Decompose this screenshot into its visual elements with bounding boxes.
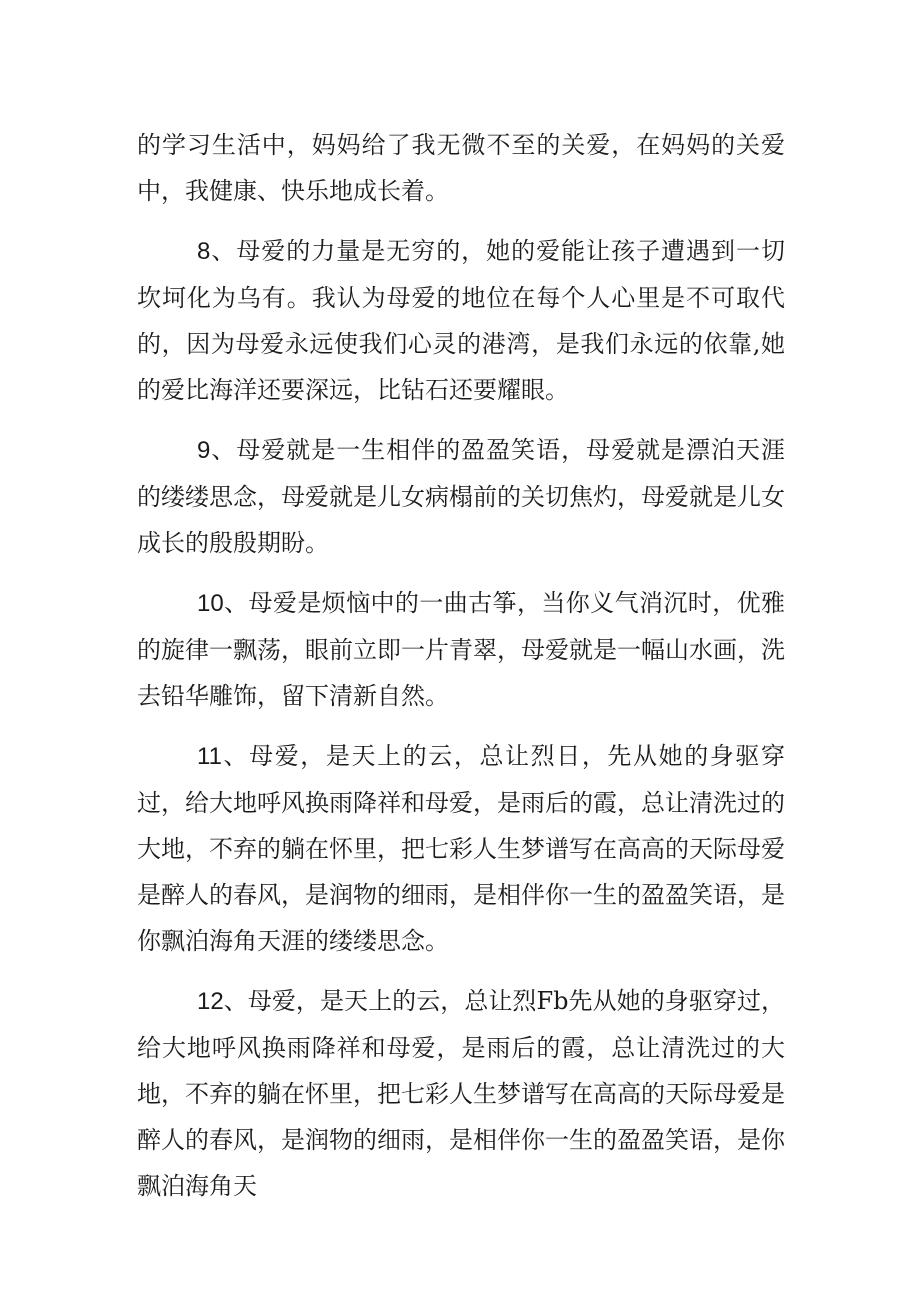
paragraph-9 bbox=[137, 427, 785, 566]
paragraph-12 bbox=[137, 978, 785, 1209]
paragraph-text: 、母爱，是天上的云，总让烈日，先从她的身驱穿过，给大地呼风换雨降祥和母爱，是雨后的霞，总让清洗过的大地，不弃的躺在怀里，把七彩人生梦谱写在高高的天际母爱是醉人的春风，是润物的细雨，是相伴你一生的盈盈笑语，是你飘泊海角天涯的缕缕思念。 bbox=[137, 742, 785, 955]
paragraph-10 bbox=[137, 580, 785, 719]
paragraph-11 bbox=[137, 733, 785, 964]
paragraph-8 bbox=[137, 228, 785, 413]
paragraph-number: 12 bbox=[197, 988, 224, 1015]
paragraph-continuation bbox=[137, 122, 785, 214]
paragraph-number: 9 bbox=[197, 437, 211, 464]
paragraph-number: 8 bbox=[197, 238, 211, 265]
paragraph-number: 11 bbox=[197, 743, 222, 770]
paragraph-text: 、母爱，是天上的云，总让烈Fb先从她的身驱穿过，给大地呼风换雨降祥和母爱，是雨后的霞，总让清洗过的大地，不弃的躺在怀里，把七彩人生梦谱写在高高的天际母爱是醉人的春风，是润物的细雨，是相伴你一生的盈盈笑语，是你飘泊海角天 bbox=[137, 987, 785, 1200]
paragraph-number: 10 bbox=[197, 590, 224, 617]
paragraph-text: 的学习生活中，妈妈给了我无微不至的关爱，在妈妈的关爱中，我健康、快乐地成长着。 bbox=[137, 131, 785, 205]
document-body bbox=[137, 122, 785, 1223]
paragraph-text: 、母爱的力量是无穷的，她的爱能让孩子遭遇到一切坎坷化为乌有。我认为母爱的地位在每个人心里是不可取代的，因为母爱永远使我们心灵的港湾，是我们永远的依靠,她的爱比海洋还要深远，比钻石还要耀眼。 bbox=[137, 237, 785, 404]
paragraph-text: 、母爱就是一生相伴的盈盈笑语，母爱就是漂泊天涯的缕缕思念，母爱就是儿女病榻前的关切焦灼，母爱就是儿女成长的殷殷期盼。 bbox=[137, 436, 785, 557]
paragraph-text: 、母爱是烦恼中的一曲古筝，当你义气消沉时，优雅的旋律一飘荡，眼前立即一片青翠，母爱就是一幅山水画，洗去铅华雕饰，留下清新自然。 bbox=[137, 589, 785, 710]
